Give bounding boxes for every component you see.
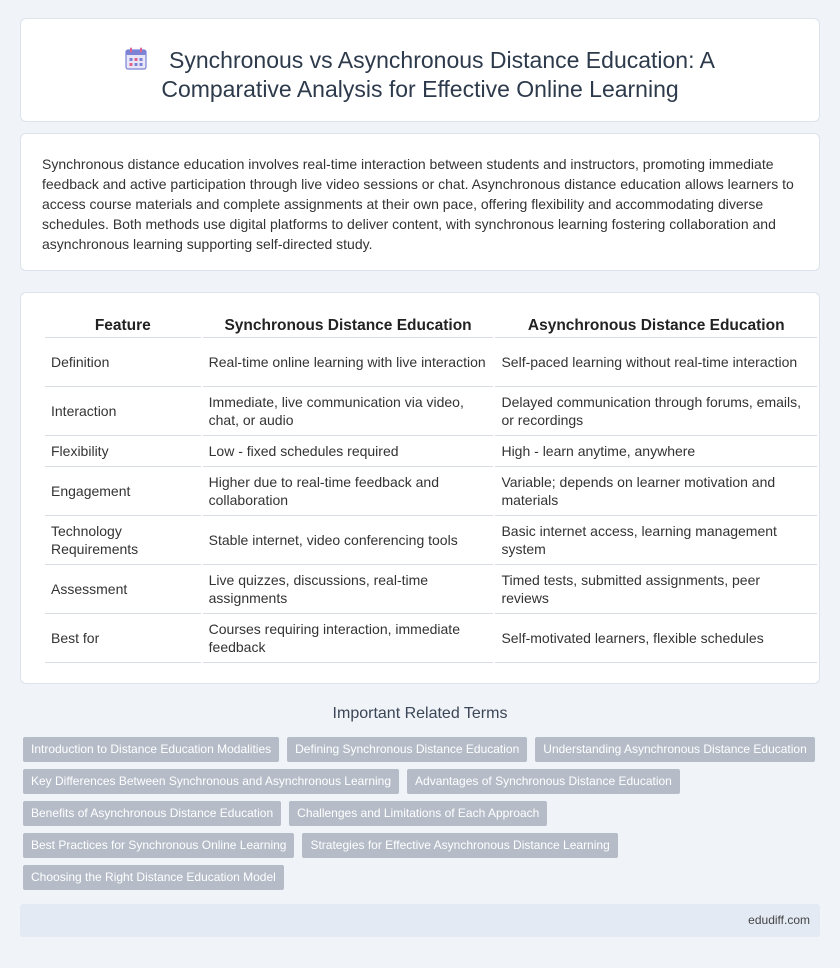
header-asynchronous: Asynchronous Distance Education (495, 314, 817, 338)
synchronous-cell: Low - fixed schedules required (203, 436, 494, 467)
table-row (45, 387, 817, 436)
asynchronous-cell: Basic internet access, learning management system (495, 516, 817, 565)
title-line-1: Synchronous vs Asynchronous Distance Education: A (169, 47, 715, 73)
synchronous-cell: Stable internet, video conferencing tools (203, 516, 494, 565)
related-term-tag[interactable]: Challenges and Limitations of Each Approach (289, 801, 547, 826)
title-line-2: Comparative Analysis for Effective Online Learning (161, 76, 679, 102)
asynchronous-cell: Self-paced learning without real-time interaction (495, 338, 817, 387)
related-term-tag[interactable]: Strategies for Effective Asynchronous Distance Learning (302, 833, 617, 858)
synchronous-cell: Immediate, live communication via video, chat, or audio (203, 387, 494, 436)
comparison-table-card (20, 292, 820, 684)
synchronous-cell: Real-time online learning with live interaction (203, 338, 494, 387)
related-term-tag[interactable]: Best Practices for Synchronous Online Learning (23, 833, 294, 858)
intro-card (20, 133, 820, 271)
table-row (45, 467, 817, 516)
feature-cell: Technology Requirements (45, 516, 201, 565)
feature-cell: Assessment (45, 565, 201, 614)
related-term-tag[interactable]: Understanding Asynchronous Distance Education (535, 737, 815, 762)
related-term-tag[interactable]: Key Differences Between Synchronous and Asynchronous Learning (23, 769, 399, 794)
related-term-tag[interactable]: Defining Synchronous Distance Education (287, 737, 527, 762)
related-term-tag[interactable]: Benefits of Asynchronous Distance Education (23, 801, 281, 826)
feature-cell: Flexibility (45, 436, 201, 467)
asynchronous-cell: High - learn anytime, anywhere (495, 436, 817, 467)
table-row (45, 565, 817, 614)
footer-site-link[interactable]: edudiff.com (748, 913, 810, 927)
page-title (21, 46, 819, 104)
comparison-table (43, 314, 819, 663)
related-term-tag[interactable]: Advantages of Synchronous Distance Education (407, 769, 680, 794)
asynchronous-cell: Delayed communication through forums, emails, or recordings (495, 387, 817, 436)
header-synchronous: Synchronous Distance Education (203, 314, 494, 338)
tag-row (23, 865, 823, 890)
table-header-row (45, 314, 817, 338)
synchronous-cell: Courses requiring interaction, immediate feedback (203, 614, 494, 663)
feature-cell: Interaction (45, 387, 201, 436)
synchronous-cell: Higher due to real-time feedback and collaboration (203, 467, 494, 516)
table-row (45, 516, 817, 565)
related-terms-list (23, 737, 823, 897)
feature-cell: Best for (45, 614, 201, 663)
asynchronous-cell: Variable; depends on learner motivation and materials (495, 467, 817, 516)
calendar-icon (125, 47, 147, 71)
tag-row (23, 769, 823, 794)
feature-cell: Definition (45, 338, 201, 387)
tag-row (23, 737, 823, 762)
related-term-tag[interactable]: Introduction to Distance Education Modalities (23, 737, 279, 762)
table-row (45, 338, 817, 387)
intro-paragraph: Synchronous distance education involves real-time interaction between students and instructors, promoting immediate feedback and active participation through live video sessions or chat. Asynchronous distance education allows learners to access course materials and complete assignments at their own pace, offering flexibility and accommodating diverse schedules. Both methods use digital platforms to deliver content, with synchronous learning fostering collaboration and asynchronous learning supporting self-directed study. (42, 156, 794, 252)
footer (20, 904, 820, 937)
related-term-tag[interactable]: Choosing the Right Distance Education Model (23, 865, 284, 890)
synchronous-cell: Live quizzes, discussions, real-time assignments (203, 565, 494, 614)
table-row (45, 436, 817, 467)
header-feature: Feature (45, 314, 201, 338)
title-card (20, 18, 820, 122)
table-row (45, 614, 817, 663)
tag-row (23, 801, 823, 826)
asynchronous-cell: Self-motivated learners, flexible schedules (495, 614, 817, 663)
asynchronous-cell: Timed tests, submitted assignments, peer reviews (495, 565, 817, 614)
tag-row (23, 833, 823, 858)
related-terms-heading: Important Related Terms (332, 705, 508, 722)
feature-cell: Engagement (45, 467, 201, 516)
